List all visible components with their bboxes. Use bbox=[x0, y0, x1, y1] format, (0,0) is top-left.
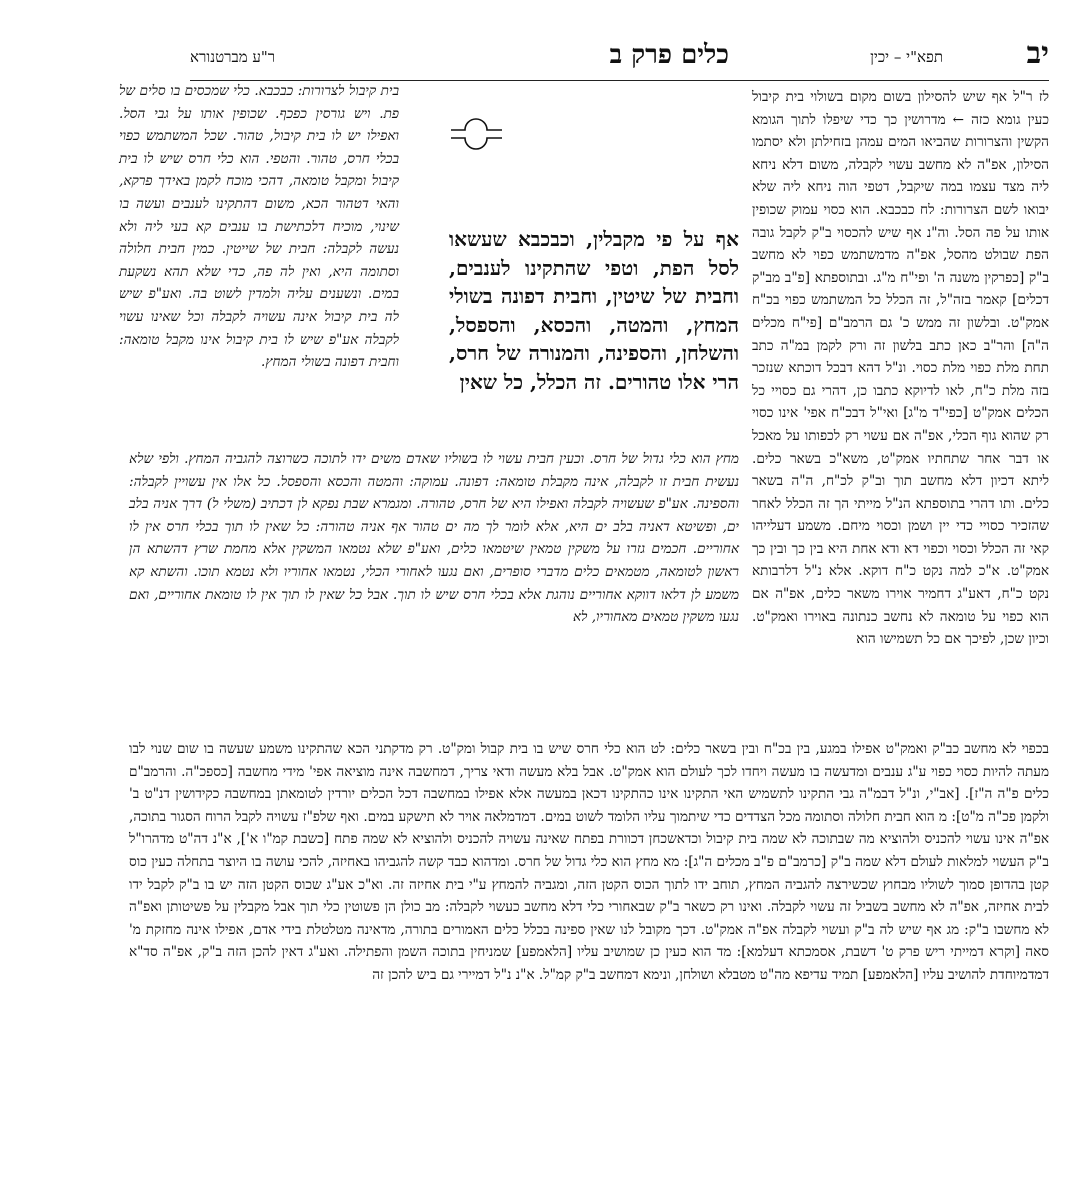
commentary-lower: בכפוי לא מחשב כב"ק ואמק"ט אפילו במגע, בין בכ"ח ובין בשאר כלים: לט הוא כלי חרס שיש בו בית קבול ומק"ט. רק מדקתני הכא שהתקינו משמע שעשה בו שום שנוי לבו מעתה להיות כסוי כפוי ע"ג ענבים ומדעשה בו מעשה ויחדו לכך לעולם הוא אמק"ט. אבל בלא מעשה ודאי צריך, דמחשבה אינה מוציאה אפי' מידי מחשבה [כספכ"ה. והרמב"ם כלים פ"ה ה"ז]. [אב"י, ונ"ל דבמ"ה גבי התקינו לתשמיש האי התקינו אינו כהתקינו דכאן במעשה אלא אפילו במחשבה דכל הכלים יורדין לטומאתן במחשבה כקידושין דנ"ט ב' ולקמן פכ"ה מ"ט]: מ הוא חבית חלולה וסתומה מכל הצדדים כדי שיתמוך עליו הלומד לשוט במים. דמדמלאה אויר לא תישקע במים. ואף שלפ"ז עשויה לקבל הרוח הסגור בתוכה, אפ"ה אינו עשוי להכניס ולהוציא מה שבתוכה לא שמה בית קיבול וכדאשכחן דכוורת בפתח שאינה עשויה להכניס ולהוציא לא שמה פתח [כשבת קמ"ו א'], א"נ דה"ט מדהרו"ל ב"ק העשוי למלאות לעולם דלא שמה ב"ק [כרמב"ם פ"ב מכלים ה"ג]: מא מחץ הוא כלי גדול של חרס. ומדהוא כבד קשה להגביהו באחיזה, להכי עושה בו היוצר בתחלה כעין כוס קטן בהדופן סמוך לשוליו מבחוץ שכשירצה להגביה המחץ, תוחב ידו לתוך הכוס הקטן הזה, ומגביה להמחץ ע"י בית אחיזה זה. וא"כ אע"ג שכוס הקטן הזה יש בו ב"ק לקבל ידו לבית אחיזה, אפ"ה לא מחשב בשביל זה עשוי לקבלה. ואינו רק כשאר ב"ק שבאחורי כלי דלא מחשב כעשוי לקבלה: מב כולן הן פשוטין כלי תוך אבל מקבלין על פשיטותן ואפ"ה לא מחשבו ב"ק: מג אף שיש לה ב"ק ועשוי לקבלה אפ"ה אמק"ט. דכך מקובל לנו שאין ספינה בכלל כלים האמורים בתורה, מדאינה מטלטלת בידי אדם, אפילו אינה מחזקת מ' סאה [וקרא דמייתי ריש פרק ט' דשבת, אסמכתא דעלמא]: מד הוא כעין כן שמושיב עליו [הלאמפע] שמניחין בתוכה השמן והפתילה. ואע"ג דאין להכן הזה ב"ק, אפ"ה סד"א דמדמיוחדת להושיב עליו [הלאמפע] תמיד עדיפא מה"ט מטבלא ושולחן, ונימא דמחשב ב"ק קמ"ל. א"נ נ"ל דמיירי גם ביש להכן זה bbox=[129, 741, 1049, 983]
page-header bbox=[190, 36, 1049, 82]
mishnah-text: אף על פי מקבלין, וכבכבא שעשאו לסל הפת, וטפי שהתקינו לענבים, וחבית של שיטין, וחבית דפונה בשולי המחץ, והמטה, והכסא, והספסל, והשלחן, והספינה, והמנורה של חרס, הרי אלו טהורים. זה הכלל, כל שאין bbox=[449, 227, 739, 394]
commentator-name: ר"ע מברטנורא bbox=[190, 48, 276, 66]
header-years: תפא"י – יכין bbox=[870, 48, 943, 66]
commentary-tiferet-yisrael: לז ר"ל אף שיש להסילון בשום מקום בשולוי בית קיבול כעין גומא כזה ← מדרושין כך כדי שיפלו לתוך הגומא הקשין והצרורות שהביאו המים עמהן בזחילתן ולא יסתמו הסילון, אפ"ה לא מחשב עשוי לקבלה, משום דלא ניחא ליה מצד עצמו במה שיקבל, דטפי הוה ניחא ליה שלא יבואו לשם הצרורות: לח כבכבא. הוא כסוי עמוק שכופין אותו על פה הסל. וה"נ אף שיש להכסוי ב"ק לקבל גובה הפת שבולט מהסל, אפ"ה מדמשתמש כפוי לא מחשב ב"ק [כפרקין משנה ה' ופי"ח מ"ג. ובתוספתא [פ"ב מב"ק דכלים] קאמר בזה"ל, זה הכלל כל המשתמש כפוי בכ"ח אמק"ט. ובלשון זה ממש כ' גם הרמב"ם [פי"ח מכלים ה"ה] והר"ב כאן כתב בלשון זה ורק לקמן במ"ה כתב תחת מלת כפוי מלת כסוי. ונ"ל דהא דבכל דוכתא שנזכר בזה מלת כ"ח, לאו לדיוקא כתבו כן, דהרי גם כסויי כל הכלים אמק"ט [כפי"ד מ"ג] ואי"ל דבכ"ח אפי' אינו כסוי רק שהוא גוף הכלי, אפ"ה אם עשוי רק לכפותו על מאכל או דבר אחר שתחתיו אמק"ט, משא"כ בשאר כלים. ליתא דכיון דלא מחשב תוך וב"ק לכ"ח, ה"ה בשאר כלים. ותו דהרי בתוספתא הנ"ל מייתי הך זה הכלל לאחר שהזכיר כסויי כדי יין ושמן וכסוי מיחם. משמע דעלייהו קאי זה הכלל וכסוי וכפוי דא ודא אחת היא בין כך ובין כך אמק"ט. א"כ למה נקט כ"ח דוקא. אלא נ"ל דלרבותא נקט כ"ח, דאע"ג דחמיר אוירו משאר כלים, אפ"ה אם הוא כפוי על טומאה לא נחשב כנתונה באוירו ואמק"ט. וכיון שכן, לפיכך אם כל תשמישו הוא bbox=[752, 89, 1049, 648]
groove-diagram bbox=[449, 118, 504, 152]
commentary-bartenura: בית קיבול לצרורות: כבכבא. כלי שמכסים בו סלים של פת. ויש גורסין כפכף. שכופין אותו על גבי הסל. ואפילו יש לו בית קיבול, טהור. שכל המשתמש כפוי בכלי חרס, טהור. והטפי. הוא כלי חרס שיש לו בית קיבול ומקבל טומאה, דהכי מוכח לקמן באידך פרקא, והאי דטהור הכא, משום דהתקינו לענבים ועשה בו שינוי, מוכיח דלכתישת בו ענבים קא בעי ליה ולא נעשה לקבלה: חבית של שייטין. כמין חבית חלולה וסתומה היא, ואין לה פה, כדי שלא תהא נשקעת במים. ונשענים עליה ולמדין לשוט בה. ואע"פ שיש לה בית קיבול אינה עשויה לקבלה וכל שאינו עשוי לקבלה אע"פ שיש לו בית קיבול אינו מקבל טומאה: וחבית דפונה בשולי המחץ. bbox=[119, 83, 399, 371]
commentary-bartenura-continued: מחץ הוא כלי גדול של חרס. וכעין חבית עשוי לו בשוליו שאדם משים ידו לתוכה כשרוצה להגביה המחץ. ולפי שלא נעשית חבית זו לקבלה, אינה מקבלת טומאה: דפונה. עמוקה: והמטה והכסא והספסל. כל אלו אין עשויין לקבלה: והספינה. אע"פ שעשויה לקבלה ואפילו היא של חרס, טהורה. ומגמרא שבת נפקא לן דכתיב (משלי ל) דרך אניה בלב ים, ופשיטא דאניה בלב ים היא, אלא לומר לך מה ים טהור אף אניה טהורה: כל שאין לו תוך בכלי חרס אין לו אחוריים. חכמים גזרו על משקין טמאין שיטמאו כלים, ואע"פ שלא נטמאו המשקין אלא מחמת שרץ דהשתא הן ראשון לטומאה, מטמאים כלים מדברי סופרים, ואם נגעו לאחורי הכלי, נטמאו אחוריו ולא נטמא תוכו. והשתא קא משמע לן דלאו דווקא אחוריים נוהגת אלא בכלי חרס שיש לו תוך. אבל כל שאין לו תוך אין לו טומאת אחוריים, ואם נגעו משקין טמאים מאחוריו, לא bbox=[129, 451, 739, 626]
page-number: יב bbox=[1026, 36, 1049, 71]
chapter-title: כלים פרק ב bbox=[609, 40, 729, 70]
